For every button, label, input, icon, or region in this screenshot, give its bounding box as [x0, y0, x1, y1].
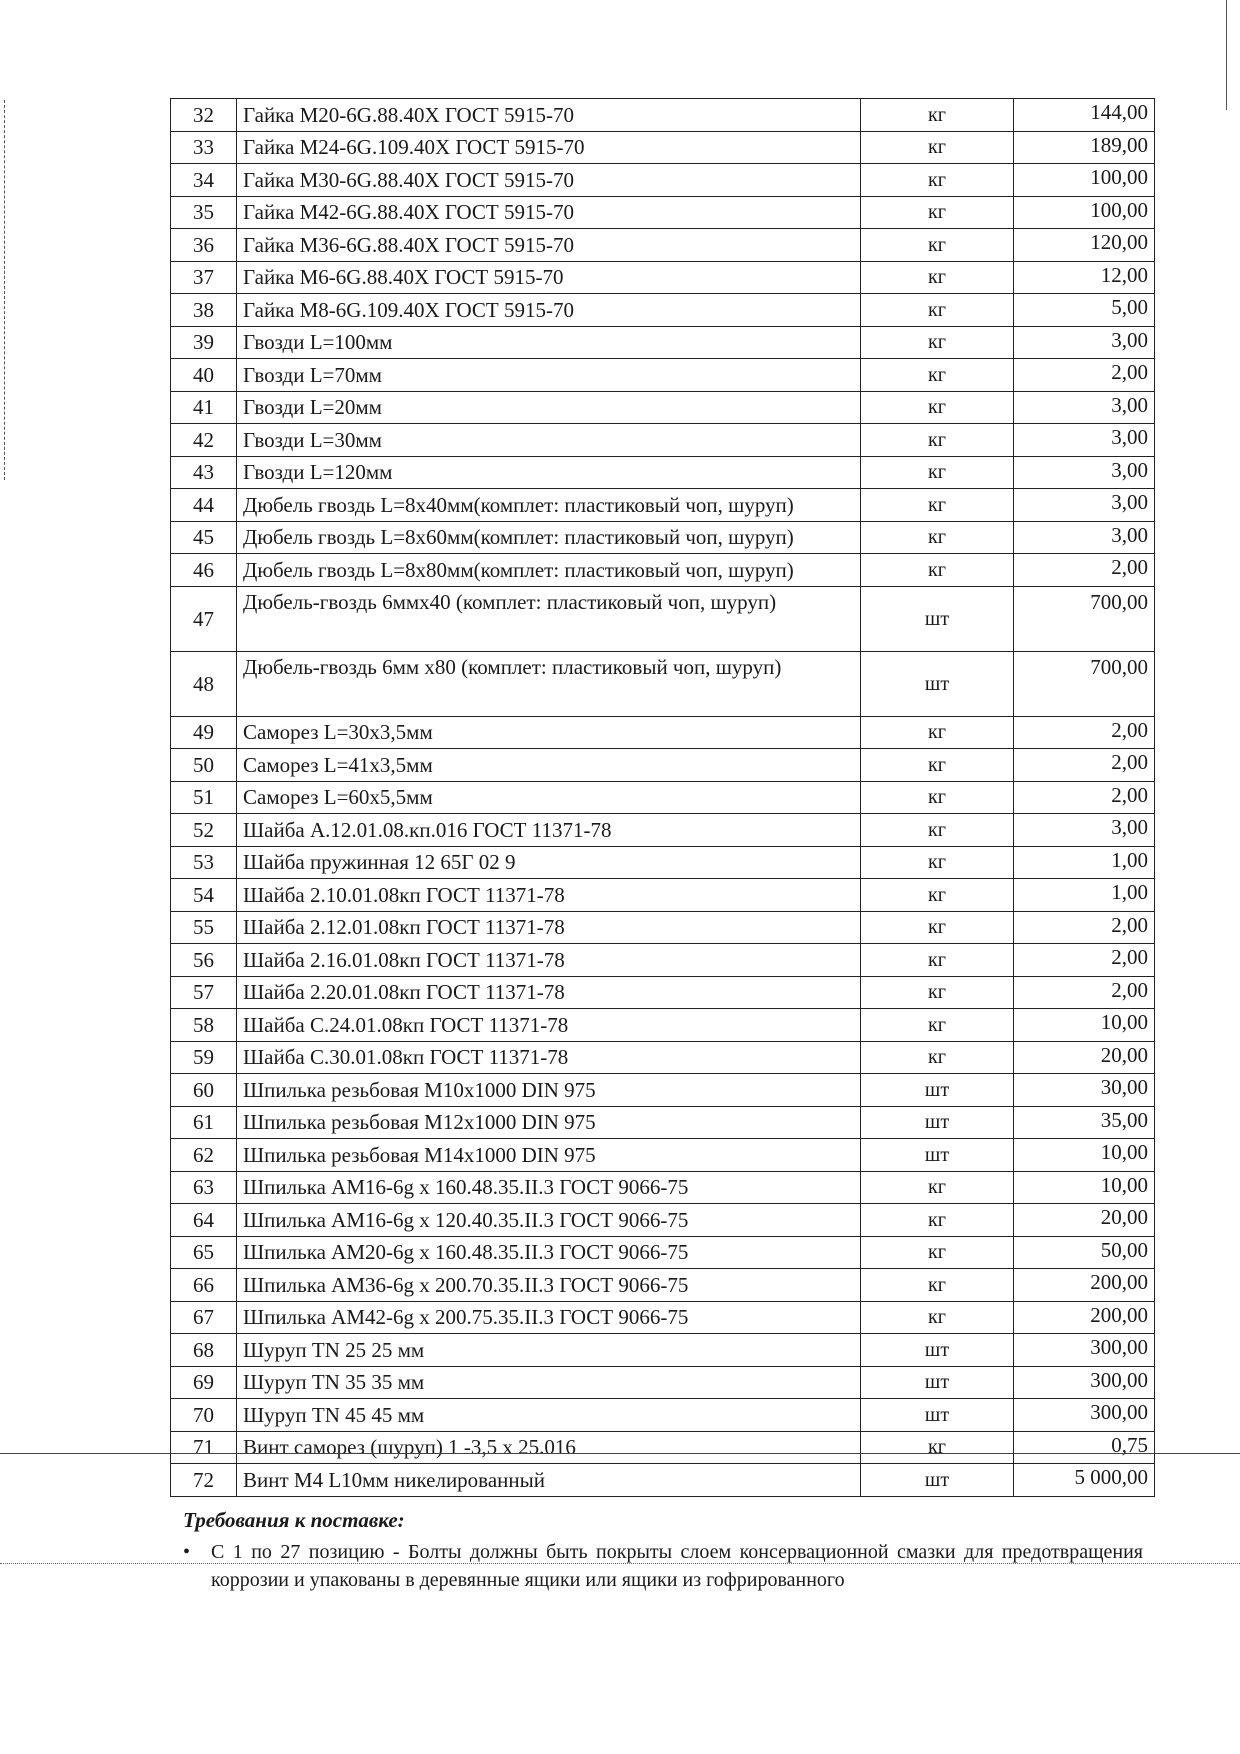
quantity-cell: 189,00: [1014, 131, 1155, 164]
item-name-cell: Гвозди L=30мм: [237, 424, 861, 457]
row-number-cell: 35: [171, 196, 237, 229]
row-number-cell: 49: [171, 716, 237, 749]
table-row: [171, 879, 1155, 912]
quantity-cell: 144,00: [1014, 99, 1155, 132]
table-row: [171, 521, 1155, 554]
item-name-cell: Гвозди L=20мм: [237, 391, 861, 424]
quantity-cell: 3,00: [1014, 424, 1155, 457]
row-number-cell: 62: [171, 1139, 237, 1172]
row-number-cell: 54: [171, 879, 237, 912]
table-row: [171, 911, 1155, 944]
table-row: [171, 976, 1155, 1009]
item-name-cell: Гайка М24-6G.109.40Х ГОСТ 5915-70: [237, 131, 861, 164]
unit-cell: кг: [861, 391, 1014, 424]
table-row: [171, 1334, 1155, 1367]
quantity-cell: 20,00: [1014, 1204, 1155, 1237]
unit-cell: кг: [861, 911, 1014, 944]
row-number-cell: 67: [171, 1301, 237, 1334]
table-row: [171, 1074, 1155, 1107]
row-number-cell: 56: [171, 944, 237, 977]
row-number-cell: 69: [171, 1366, 237, 1399]
table-row: [171, 391, 1155, 424]
item-name-cell: Шайба 2.20.01.08кп ГОСТ 11371-78: [237, 976, 861, 1009]
quantity-cell: 0,75: [1014, 1431, 1155, 1464]
item-name-cell: Шпилька АМ16-6g х 160.48.35.II.3 ГОСТ 9066-75: [237, 1171, 861, 1204]
item-name-cell: Шайба 2.10.01.08кп ГОСТ 11371-78: [237, 879, 861, 912]
quantity-cell: 120,00: [1014, 229, 1155, 262]
table-row: [171, 1171, 1155, 1204]
unit-cell: кг: [861, 1041, 1014, 1074]
unit-cell: кг: [861, 554, 1014, 587]
item-name-cell: Шайба С.24.01.08кп ГОСТ 11371-78: [237, 1009, 861, 1042]
item-name-cell: Винт М4 L10мм никелированный: [237, 1464, 861, 1497]
unit-cell: шт: [861, 1139, 1014, 1172]
item-name-cell: Шайба 2.12.01.08кп ГОСТ 11371-78: [237, 911, 861, 944]
item-name-cell: Шуруп TN 35 35 мм: [237, 1366, 861, 1399]
scan-margin-marks: [4, 100, 11, 480]
quantity-cell: 50,00: [1014, 1236, 1155, 1269]
quantity-cell: 3,00: [1014, 391, 1155, 424]
quantity-cell: 10,00: [1014, 1139, 1155, 1172]
unit-cell: кг: [861, 456, 1014, 489]
requirements-heading: Требования к поставке:: [183, 1508, 405, 1532]
item-name-cell: Саморез L=30х3,5мм: [237, 716, 861, 749]
row-number-cell: 43: [171, 456, 237, 489]
quantity-cell: 12,00: [1014, 261, 1155, 294]
scan-artifact-dotted-line: [0, 1563, 1240, 1564]
unit-cell: шт: [861, 1399, 1014, 1432]
item-name-cell: Шпилька резьбовая М14х1000 DIN 975: [237, 1139, 861, 1172]
unit-cell: кг: [861, 489, 1014, 522]
quantity-cell: 3,00: [1014, 521, 1155, 554]
unit-cell: кг: [861, 326, 1014, 359]
quantity-cell: 3,00: [1014, 456, 1155, 489]
table-row: [171, 1269, 1155, 1302]
scan-artifact-line: [0, 1453, 1240, 1454]
table-row: [171, 164, 1155, 197]
row-number-cell: 46: [171, 554, 237, 587]
unit-cell: шт: [861, 1106, 1014, 1139]
unit-cell: кг: [861, 716, 1014, 749]
unit-cell: кг: [861, 229, 1014, 262]
quantity-cell: 2,00: [1014, 976, 1155, 1009]
unit-cell: шт: [861, 651, 1014, 716]
table-row: [171, 1106, 1155, 1139]
quantity-cell: 300,00: [1014, 1399, 1155, 1432]
row-number-cell: 70: [171, 1399, 237, 1432]
item-name-cell: Гвозди L=100мм: [237, 326, 861, 359]
item-name-cell: Шпилька АМ36-6g х 200.70.35.II.3 ГОСТ 9066-75: [237, 1269, 861, 1302]
table-row: [171, 1301, 1155, 1334]
quantity-cell: 700,00: [1014, 651, 1155, 716]
unit-cell: кг: [861, 1431, 1014, 1464]
table-row: [171, 944, 1155, 977]
quantity-cell: 10,00: [1014, 1009, 1155, 1042]
unit-cell: кг: [861, 749, 1014, 782]
row-number-cell: 64: [171, 1204, 237, 1237]
item-name-cell: Шпилька резьбовая М12х1000 DIN 975: [237, 1106, 861, 1139]
unit-cell: кг: [861, 164, 1014, 197]
row-number-cell: 36: [171, 229, 237, 262]
quantity-cell: 300,00: [1014, 1334, 1155, 1367]
row-number-cell: 47: [171, 586, 237, 651]
unit-cell: шт: [861, 586, 1014, 651]
quantity-cell: 2,00: [1014, 781, 1155, 814]
unit-cell: кг: [861, 1009, 1014, 1042]
quantity-cell: 2,00: [1014, 554, 1155, 587]
row-number-cell: 71: [171, 1431, 237, 1464]
unit-cell: кг: [861, 879, 1014, 912]
row-number-cell: 68: [171, 1334, 237, 1367]
unit-cell: кг: [861, 294, 1014, 327]
table-row: [171, 1366, 1155, 1399]
table-row: [171, 1431, 1155, 1464]
specification-table: [170, 98, 1155, 1497]
table-row: [171, 489, 1155, 522]
unit-cell: кг: [861, 846, 1014, 879]
unit-cell: шт: [861, 1366, 1014, 1399]
quantity-cell: 3,00: [1014, 814, 1155, 847]
item-name-cell: Шуруп TN 45 45 мм: [237, 1399, 861, 1432]
table-row: [171, 1204, 1155, 1237]
table-row: [171, 359, 1155, 392]
item-name-cell: Гайка М36-6G.88.40Х ГОСТ 5915-70: [237, 229, 861, 262]
table-row: [171, 196, 1155, 229]
item-name-cell: Гайка М6-6G.88.40Х ГОСТ 5915-70: [237, 261, 861, 294]
item-name-cell: Саморез L=41х3,5мм: [237, 749, 861, 782]
unit-cell: кг: [861, 521, 1014, 554]
item-name-cell: Дюбель гвоздь L=8х60мм(комплет: пластиковый чоп, шуруп): [237, 521, 861, 554]
unit-cell: кг: [861, 196, 1014, 229]
quantity-cell: 100,00: [1014, 196, 1155, 229]
row-number-cell: 37: [171, 261, 237, 294]
table-row: [171, 1139, 1155, 1172]
item-name-cell: Шпилька АМ42-6g х 200.75.35.II.3 ГОСТ 9066-75: [237, 1301, 861, 1334]
table-row: [171, 554, 1155, 587]
unit-cell: кг: [861, 131, 1014, 164]
quantity-cell: 2,00: [1014, 944, 1155, 977]
unit-cell: кг: [861, 359, 1014, 392]
item-name-cell: Дюбель гвоздь L=8х40мм(комплет: пластиковый чоп, шуруп): [237, 489, 861, 522]
requirement-item: [183, 1538, 1143, 1594]
quantity-cell: 30,00: [1014, 1074, 1155, 1107]
row-number-cell: 72: [171, 1464, 237, 1497]
row-number-cell: 41: [171, 391, 237, 424]
quantity-cell: 2,00: [1014, 359, 1155, 392]
table-row: [171, 131, 1155, 164]
table-row: [171, 781, 1155, 814]
unit-cell: кг: [861, 1171, 1014, 1204]
table-row: [171, 99, 1155, 132]
unit-cell: кг: [861, 1204, 1014, 1237]
unit-cell: кг: [861, 944, 1014, 977]
row-number-cell: 57: [171, 976, 237, 1009]
table-row: [171, 846, 1155, 879]
quantity-cell: 5,00: [1014, 294, 1155, 327]
table-row: [171, 456, 1155, 489]
row-number-cell: 51: [171, 781, 237, 814]
quantity-cell: 1,00: [1014, 879, 1155, 912]
quantity-cell: 200,00: [1014, 1301, 1155, 1334]
item-name-cell: Гайка М20-6G.88.40Х ГОСТ 5915-70: [237, 99, 861, 132]
table-row: [171, 261, 1155, 294]
unit-cell: кг: [861, 976, 1014, 1009]
row-number-cell: 38: [171, 294, 237, 327]
item-name-cell: Шпилька АМ20-6g х 160.48.35.II.3 ГОСТ 9066-75: [237, 1236, 861, 1269]
requirements-list: [183, 1538, 1143, 1594]
row-number-cell: 61: [171, 1106, 237, 1139]
quantity-cell: 300,00: [1014, 1366, 1155, 1399]
quantity-cell: 5 000,00: [1014, 1464, 1155, 1497]
unit-cell: шт: [861, 1074, 1014, 1107]
item-name-cell: Дюбель гвоздь L=8х80мм(комплет: пластиковый чоп, шуруп): [237, 554, 861, 587]
table-row: [171, 814, 1155, 847]
quantity-cell: 3,00: [1014, 326, 1155, 359]
specification-table-body: [171, 99, 1155, 1497]
row-number-cell: 33: [171, 131, 237, 164]
quantity-cell: 20,00: [1014, 1041, 1155, 1074]
item-name-cell: Шайба С.30.01.08кп ГОСТ 11371-78: [237, 1041, 861, 1074]
item-name-cell: Винт саморез (шуруп) 1 -3,5 х 25.016: [237, 1431, 861, 1464]
item-name-cell: Шайба 2.16.01.08кп ГОСТ 11371-78: [237, 944, 861, 977]
unit-cell: кг: [861, 781, 1014, 814]
item-name-cell: Гвозди L=70мм: [237, 359, 861, 392]
row-number-cell: 55: [171, 911, 237, 944]
quantity-cell: 2,00: [1014, 716, 1155, 749]
row-number-cell: 59: [171, 1041, 237, 1074]
table-row: [171, 586, 1155, 651]
table-row: [171, 1399, 1155, 1432]
row-number-cell: 44: [171, 489, 237, 522]
row-number-cell: 53: [171, 846, 237, 879]
bullet-icon: •: [183, 1541, 191, 1563]
table-row: [171, 229, 1155, 262]
item-name-cell: Гайка М30-6G.88.40Х ГОСТ 5915-70: [237, 164, 861, 197]
row-number-cell: 66: [171, 1269, 237, 1302]
table-row: [171, 294, 1155, 327]
item-name-cell: Дюбель-гвоздь 6мм х80 (комплет: пластиковый чоп, шуруп): [237, 651, 861, 716]
item-name-cell: Гвозди L=120мм: [237, 456, 861, 489]
row-number-cell: 39: [171, 326, 237, 359]
table-row: [171, 651, 1155, 716]
quantity-cell: 200,00: [1014, 1269, 1155, 1302]
unit-cell: кг: [861, 99, 1014, 132]
table-row: [171, 424, 1155, 457]
row-number-cell: 48: [171, 651, 237, 716]
unit-cell: кг: [861, 424, 1014, 457]
row-number-cell: 65: [171, 1236, 237, 1269]
unit-cell: кг: [861, 814, 1014, 847]
table-row: [171, 1009, 1155, 1042]
item-name-cell: Дюбель-гвоздь 6ммх40 (комплет: пластиковый чоп, шуруп): [237, 586, 861, 651]
row-number-cell: 42: [171, 424, 237, 457]
unit-cell: кг: [861, 1269, 1014, 1302]
scan-edge-line: [1226, 0, 1227, 110]
table-row: [171, 1464, 1155, 1497]
quantity-cell: 3,00: [1014, 489, 1155, 522]
row-number-cell: 58: [171, 1009, 237, 1042]
item-name-cell: Шуруп TN 25 25 мм: [237, 1334, 861, 1367]
quantity-cell: 2,00: [1014, 749, 1155, 782]
item-name-cell: Шайба пружинная 12 65Г 02 9: [237, 846, 861, 879]
quantity-cell: 100,00: [1014, 164, 1155, 197]
row-number-cell: 34: [171, 164, 237, 197]
table-row: [171, 326, 1155, 359]
table-row: [171, 716, 1155, 749]
item-name-cell: Саморез L=60х5,5мм: [237, 781, 861, 814]
unit-cell: шт: [861, 1334, 1014, 1367]
unit-cell: кг: [861, 1236, 1014, 1269]
quantity-cell: 35,00: [1014, 1106, 1155, 1139]
row-number-cell: 52: [171, 814, 237, 847]
unit-cell: кг: [861, 261, 1014, 294]
row-number-cell: 63: [171, 1171, 237, 1204]
requirement-text: С 1 по 27 позицию - Болты должны быть покрыты слоем консервационной смазки для предотвращения коррозии и упакованы в деревянные ящики или ящики из гофрированного: [211, 1541, 1143, 1591]
table-row: [171, 1236, 1155, 1269]
table-row: [171, 1041, 1155, 1074]
row-number-cell: 40: [171, 359, 237, 392]
quantity-cell: 700,00: [1014, 586, 1155, 651]
row-number-cell: 60: [171, 1074, 237, 1107]
row-number-cell: 50: [171, 749, 237, 782]
item-name-cell: Гайка М42-6G.88.40Х ГОСТ 5915-70: [237, 196, 861, 229]
unit-cell: шт: [861, 1464, 1014, 1497]
quantity-cell: 2,00: [1014, 911, 1155, 944]
item-name-cell: Гайка М8-6G.109.40Х ГОСТ 5915-70: [237, 294, 861, 327]
row-number-cell: 32: [171, 99, 237, 132]
quantity-cell: 10,00: [1014, 1171, 1155, 1204]
quantity-cell: 1,00: [1014, 846, 1155, 879]
item-name-cell: Шпилька резьбовая М10х1000 DIN 975: [237, 1074, 861, 1107]
unit-cell: кг: [861, 1301, 1014, 1334]
item-name-cell: Шпилька АМ16-6g х 120.40.35.II.3 ГОСТ 9066-75: [237, 1204, 861, 1237]
row-number-cell: 45: [171, 521, 237, 554]
table-row: [171, 749, 1155, 782]
item-name-cell: Шайба А.12.01.08.кп.016 ГОСТ 11371-78: [237, 814, 861, 847]
